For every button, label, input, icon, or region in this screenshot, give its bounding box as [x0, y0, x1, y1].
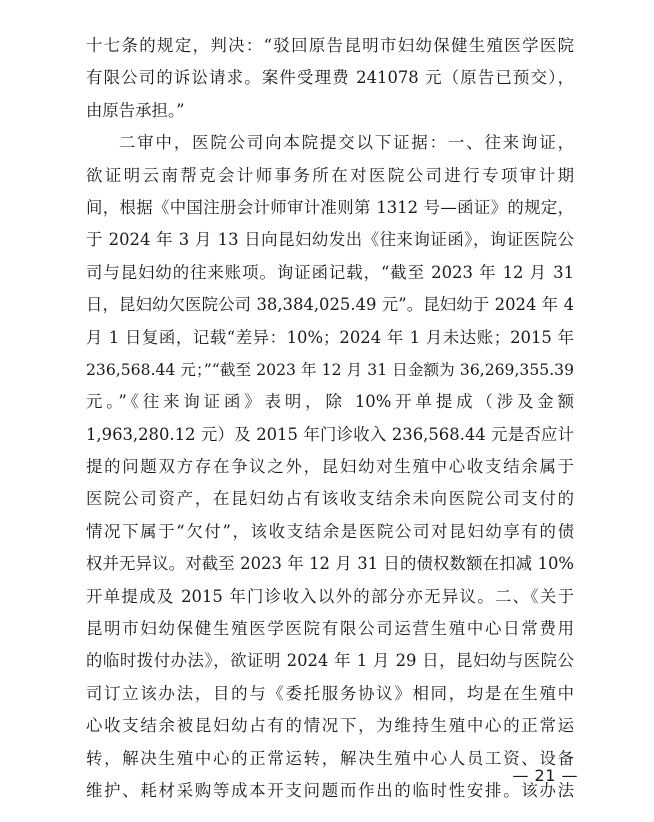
text-line: 欲证明云南帮克会计师事务所在对医院公司进行专项审计期: [86, 165, 574, 185]
text-line: 开单提成及 2015 年门诊收入以外的部分亦无异议。二、《关于: [86, 586, 574, 606]
text-line: 十七条的规定，判决：“驳回原告昆明市妇幼保健生殖医学医院: [86, 36, 574, 55]
text-line: 于 2024 年 3 月 13 日向昆妇幼发出《往来询证函》，询证医院公: [86, 230, 574, 250]
text-line: 司订立该办法，目的与《委托服务协议》相同，均是在生殖中: [86, 683, 574, 703]
text-line: 情况下属于“欠付”，该收支结余是医院公司对昆妇幼享有的债: [86, 521, 574, 541]
text-line: 转，解决生殖中心的正常运转，解决生殖中心人员工资、设备: [86, 748, 574, 768]
document-body: [86, 30, 574, 807]
text-line: 提的问题双方存在争议之外，昆妇幼对生殖中心收支结余属于: [86, 457, 574, 477]
text-line: 间，根据《中国注册会计师审计准则第 1312 号—函证》的规定，: [86, 197, 574, 217]
text-line: 月 1 日复函，记载“差异：10%；2024 年 1 月未达账；2015 年: [86, 327, 574, 347]
text-line: 日，昆妇幼欠医院公司 38,384,025.49 元”。昆妇幼于 2024 年 4: [86, 295, 574, 315]
text-line: 医院公司资产，在昆妇幼占有该收支结余未向医院公司支付的: [86, 489, 574, 509]
text-line: 心收支结余被昆妇幼占有的情况下，为维持生殖中心的正常运: [86, 716, 574, 736]
text-line: 的临时拨付办法》，欲证明 2024 年 1 月 29 日，昆妇幼与医院公: [86, 651, 574, 671]
text-line: 元。”《往来询证函》表明，除 10%开单提成（涉及金额: [86, 392, 574, 412]
text-line: 司与昆妇幼的往来账项。询证函记载，“截至 2023 年 12 月 31: [86, 262, 574, 282]
text-line: 有限公司的诉讼请求。案件受理费 241078 元（原告已预交），: [86, 68, 574, 88]
text-line: 权并无异议。对截至 2023 年 12 月 31 日的债权数额在扣减 10%: [86, 554, 574, 574]
page-number: — 21 —: [512, 766, 578, 785]
text-line: 236,568.44 元；”“截至 2023 年 12 月 31 日金额为 36,269,355.39: [86, 360, 574, 379]
text-line: 昆明市妇幼保健生殖医学医院有限公司运营生殖中心日常费用: [86, 619, 574, 639]
text-line: 二审中，医院公司向本院提交以下证据：一、往来询证，: [119, 133, 574, 153]
text-line: 1,963,280.12 元）及 2015 年门诊收入 236,568.44 元是否应计: [86, 424, 574, 444]
text-line: 维护、耗材采购等成本开支问题而作出的临时性安排。该办法: [86, 780, 574, 800]
text-line: 由原告承担。”: [86, 100, 185, 120]
